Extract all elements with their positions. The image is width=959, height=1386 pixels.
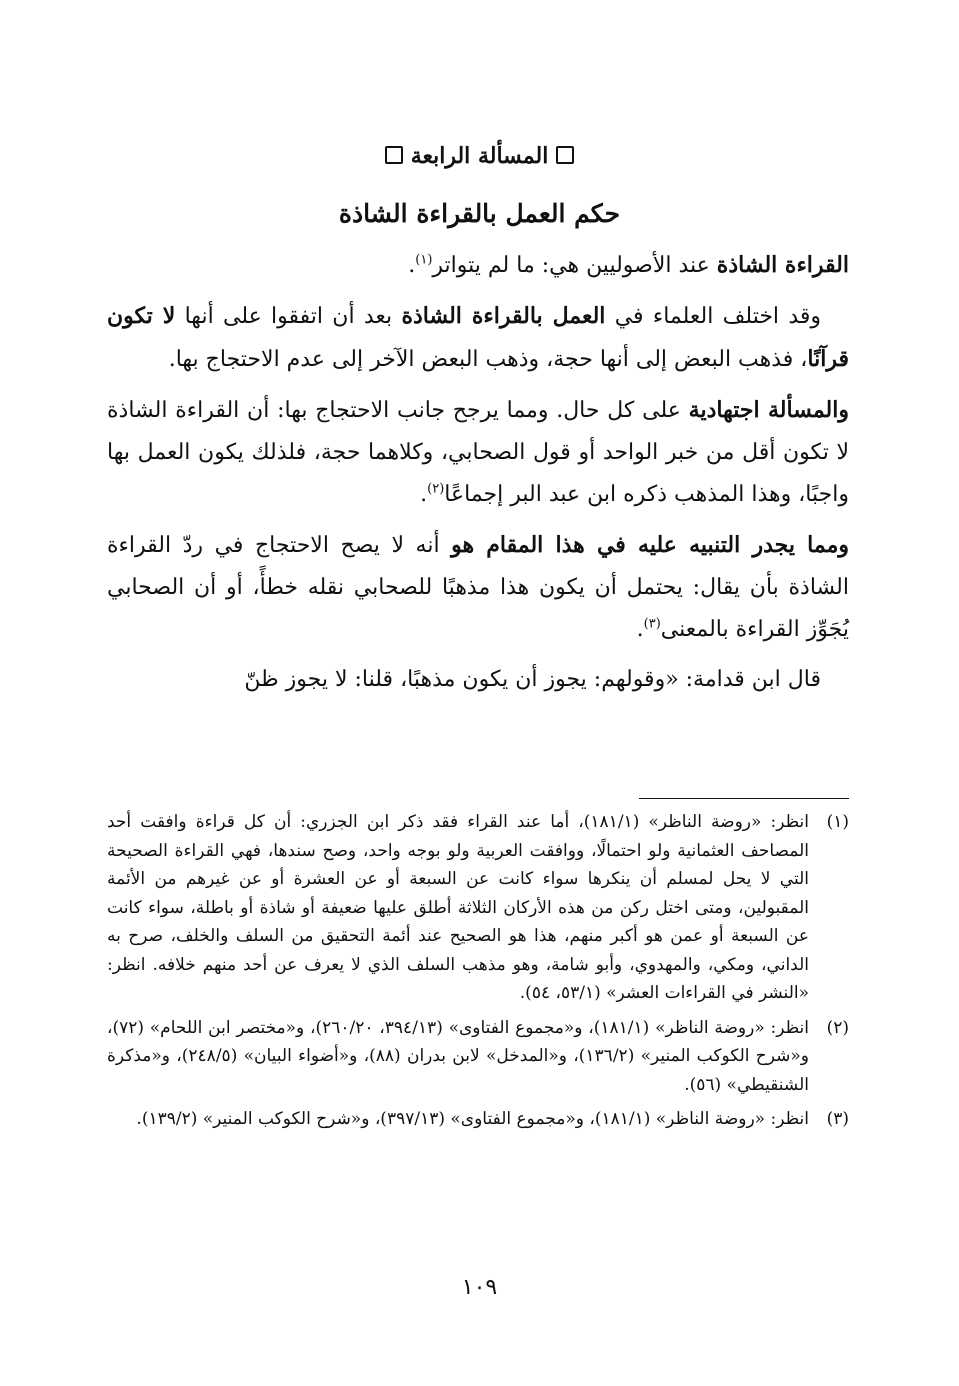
paragraph-3 (107, 389, 849, 516)
footnote-2 (107, 1014, 849, 1100)
text-run: عند الأصوليين هي: ما لم يتواتر (432, 253, 717, 278)
body-text (107, 244, 849, 709)
text-run: ، فذهب البعض إلى أنها حجة، وذهب البعض الآخر إلى عدم الاحتجاج بها. (168, 347, 808, 372)
text-run: . (636, 617, 644, 642)
footnotes (107, 808, 849, 1140)
paragraph-5 (107, 659, 849, 701)
page-number: ١٠٩ (461, 1275, 498, 1300)
text-run: أنه لا يصح الاحتجاج في ردّ القراءة الشاذة بأن يقال: يحتمل أن يكون هذا مذهبًا للصحابي نقله خطأً، أو أن الصحابي يُجَوِّز القراءة بالمعنى (107, 533, 849, 642)
paragraph-4 (107, 524, 849, 651)
bold-phrase: والمسألة اجتهادية (688, 397, 849, 423)
square-bullet-icon (385, 146, 403, 164)
footnote-number: (١) (826, 812, 849, 832)
text-run: على كل حال. ومما يرجح جانب الاحتجاج بها: أن القراءة الشاذة لا تكون أقل من خبر الواحد أو قول الصحابي، وكلاهما حجة، فلذلك يكون العمل بها واجبًا، وهذا المذهب ذكره ابن عبد البر إجماعًا (107, 398, 849, 507)
section-label (0, 138, 959, 174)
footnote-text: انظر: «روضة الناظر» (١٨١/١)، أما عند القراء فقد ذكر ابن الجزري: أن كل قراءة وافقت أحد المصاحف العثمانية ولو احتمالًا، ووافقت العربية ولو بوجه واحد، وصح سندها، فهي القراءة الصحيحة التي لا يحل لمسلم أن ينكرها سواء كانت عن السبعة أو عن العشرة أو عن غيرهم من الأئمة المقبولين، ومتى اختل ركن من هذه الأركان الثلاثة أطلق عليها ضعيفة أو شاذة أو باطلة، سواء كانت عن السبعة أو عمن هو أكبر منهم، هذا هو الصحيح عند أئمة التحقيق من السلف والخلف، صرح به الداني، ومكي، والمهدوي، وأبو شامة، وهو مذهب السلف الذي لا يعرف عن أحد منهم خلافه. انظر: «النشر في القراءات العشر» (٥٣/١، ٥٤). (107, 812, 809, 1003)
footnote-text: انظر: «روضة الناظر» (١٨١/١)، و«مجموع الفتاوى» (٣٩٤/١٣، ٢٦٠/٢٠)، و«مختصر ابن اللحام» (٧٢)، و«شرح الكوكب المنير» (١٣٦/٢)، و«المدخل» لابن بدران (٨٨)، و«أضواء البيان» (٢٤٨/٥)، و«مذكرة الشنقيطي» (٥٦). (107, 1017, 809, 1095)
bold-phrase: القراءة الشاذة (716, 252, 849, 278)
text-run: بعد أن اتفقوا على أنها (175, 304, 402, 329)
text-run: قال ابن قدامة: «وقولهم: يجوز أن يكون مذهبًا، قلنا: لا يجوز ظنّ (244, 667, 821, 692)
footnote-number: (٢) (826, 1017, 849, 1038)
footnote-number: (٣) (826, 1109, 849, 1129)
text-run: . (408, 253, 416, 278)
footnote-ref-3[interactable]: (٣) (643, 616, 661, 632)
footnote-ref-1[interactable]: (١) (415, 252, 433, 268)
footnote-ref-2[interactable]: (٢) (427, 481, 445, 497)
bold-phrase: ومما يجدر التنبيه عليه في هذا المقام هو (451, 532, 849, 558)
footnote-1 (107, 808, 849, 1008)
text-run: وقد اختلف العلماء في (605, 304, 822, 329)
bold-phrase: لا تكون قرآنًا (107, 303, 849, 372)
page-title: حكم العمل بالقراءة الشاذة (338, 199, 621, 228)
footnote-separator (639, 798, 849, 799)
footnote-text: انظر: «روضة الناظر» (١٨١/١)، و«مجموع الفتاوى» (٣٩٧/١٣)، و«شرح الكوكب المنير» (١٣٩/٢). (136, 1109, 809, 1129)
section-label-text: المسألة الرابعة (410, 143, 549, 169)
text-run: . (420, 482, 428, 507)
bold-phrase: العمل بالقراءة الشاذة (401, 303, 606, 329)
paragraph-2 (107, 295, 849, 381)
footnote-3 (107, 1105, 849, 1134)
square-bullet-icon (556, 146, 574, 164)
paragraph-1 (107, 244, 849, 287)
